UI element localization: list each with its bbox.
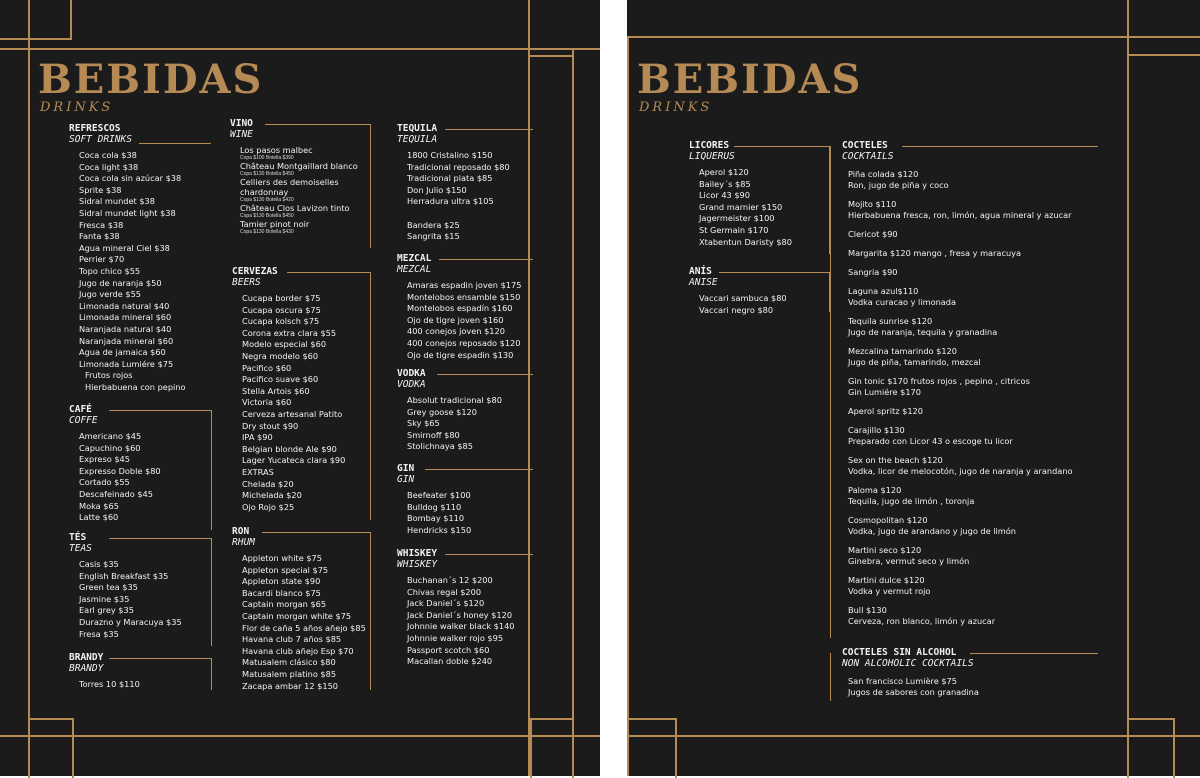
- menu-item: Flor de caña 5 años añejo $85: [242, 622, 366, 633]
- menu-item: Xtabentun Daristy $80: [699, 236, 792, 247]
- menu-item: Expreso $45: [79, 454, 130, 465]
- menu-item: Fresca $38: [79, 219, 124, 230]
- section-subtitle: BEERS: [232, 277, 261, 288]
- menu-item: Naranjada mineral $60: [79, 335, 174, 346]
- section-title: ANÍS: [689, 266, 712, 277]
- menu-item: Chivas regal $200: [407, 586, 482, 597]
- menu-item: Zacapa ambar 12 $150: [242, 680, 338, 691]
- cocktail-description: Vodka y vermut rojo: [848, 586, 931, 596]
- menu-section: [69, 404, 211, 524]
- menu-item: Pacifico suave $60: [242, 374, 319, 385]
- menu-item: Dry stout $90: [242, 420, 299, 431]
- section-rule: [211, 410, 212, 530]
- section-title: RON: [232, 526, 250, 537]
- menu-item: 1800 Cristalino $150: [407, 150, 493, 160]
- section-title: CERVEZAS: [232, 266, 278, 277]
- section-subtitle: RHUM: [232, 537, 255, 548]
- cocktail-item: [848, 605, 1182, 627]
- menu-item: Cucapa oscura $75: [242, 304, 321, 315]
- menu-item: Appleton special $75: [242, 564, 329, 575]
- frame-line: [627, 36, 1200, 38]
- frame-line: [0, 735, 600, 737]
- frame-corner: [0, 0, 72, 40]
- cocktail-name: Martini seco $120: [848, 545, 922, 555]
- section-subtitle: TEQUILA: [397, 134, 438, 145]
- section-rule: [437, 374, 533, 375]
- cocktail-description: Jugo de naranja, tequila y granadina: [848, 327, 998, 337]
- section-subtitle: VODKA: [397, 379, 426, 390]
- cocktail-description: Cerveza, ron blanco, limón y azucar: [848, 616, 996, 626]
- section-rule: [287, 272, 370, 273]
- menu-item: Herradura ultra $105: [407, 196, 494, 207]
- frame-corner: [1127, 718, 1175, 778]
- menu-section: [397, 253, 533, 361]
- menu-item: St Germain $170: [699, 224, 769, 235]
- wine-price-note: Copa $130 Botella $420: [240, 197, 294, 203]
- section-title: TÉS: [69, 532, 87, 543]
- cocktail-name: Mojito $110: [848, 199, 897, 209]
- section-title: COCTELES: [842, 140, 888, 151]
- menu-item: Stella Artois $60: [242, 385, 310, 396]
- menu-item: Havana club añejo Esp $70: [242, 645, 354, 656]
- menu-item: Don Julio $150: [407, 184, 467, 195]
- cocktail-name: Piña colada $120: [848, 169, 919, 179]
- menu-item: Buchanan´s 12 $200: [407, 575, 493, 585]
- menu-item: IPA $90: [242, 432, 273, 443]
- section-subtitle: NON ALCOHOLIC COCKTAILS: [842, 658, 974, 669]
- menu-item: Belgian blonde Ale $90: [242, 443, 337, 454]
- section-rule: [211, 538, 212, 646]
- menu-item: Fanta $38: [79, 231, 120, 242]
- menu-item: Earl grey $35: [79, 605, 134, 616]
- menu-item: Naranjada natural $40: [79, 323, 172, 334]
- menu-section: [689, 140, 829, 248]
- menu-item: Ojo Rojo $25: [242, 501, 295, 512]
- menu-item: Tradicional plata $85: [407, 173, 493, 184]
- menu-section: [232, 526, 370, 692]
- section-rule: [445, 554, 533, 555]
- menu-item: Matusalem platino $85: [242, 668, 337, 679]
- menu-item: Bacardi blanco $75: [242, 587, 321, 598]
- menu-item: Americano $45: [79, 431, 142, 441]
- section-rule: [734, 146, 829, 147]
- section-title: REFRESCOS: [69, 123, 121, 134]
- menu-item: Michelada $20: [242, 490, 302, 501]
- cocktail-name: Paloma $120: [848, 485, 902, 495]
- menu-item: Victoria $60: [242, 397, 292, 408]
- menu-section: [842, 647, 1182, 706]
- section-subtitle: COCKTAILS: [842, 151, 894, 162]
- wine-name: Celliers des demoiselles: [240, 177, 339, 187]
- section-title: VINO: [230, 118, 253, 129]
- wine-price-note: Copa $130 Botella $430: [240, 229, 294, 235]
- cocktail-item: [848, 455, 1182, 477]
- menu-item: Bulldog $110: [407, 501, 462, 512]
- cocktail-item: [848, 376, 1182, 398]
- menu-item: Cucapa kolsch $75: [242, 316, 320, 327]
- cocktail-description: Vodka curacao y limonada: [848, 297, 956, 307]
- cocktail-name: Sex on the beach $120: [848, 455, 943, 465]
- menu-item: Perrier $70: [79, 254, 125, 265]
- cocktail-name: Cosmopolitan $120: [848, 515, 928, 525]
- menu-item: Vaccari sambuca $80: [699, 293, 787, 303]
- menu-item: Bailey´s $85: [699, 178, 751, 189]
- menu-item: Limonada natural $40: [79, 300, 170, 311]
- menu-item: Bombay $110: [407, 513, 465, 524]
- menu-item: Johnnie walker black $140: [407, 621, 515, 632]
- cocktail-item: [848, 515, 1182, 537]
- cocktail-item: [848, 286, 1182, 308]
- section-subtitle: WHISKEY: [397, 559, 438, 570]
- frame-line: [572, 48, 574, 776]
- cocktail-name: Laguna azul$110: [848, 286, 919, 296]
- menu-item: Negra modelo $60: [242, 350, 319, 361]
- wine-name: Tamier pinot noir: [240, 219, 310, 229]
- cocktail-name: Martini dulce $120: [848, 575, 925, 585]
- section-title: TEQUILA: [397, 123, 438, 134]
- cocktail-description: Vodka, jugo de arandano y jugo de limón: [848, 526, 1016, 536]
- cocktail-name: San francisco Lumière $75: [848, 676, 957, 686]
- cocktail-item: [848, 575, 1182, 597]
- section-rule: [439, 259, 533, 260]
- menu-item: Lager Yucateca clara $90: [242, 455, 346, 466]
- section-rule: [370, 532, 371, 690]
- section-subtitle: GIN: [397, 474, 415, 485]
- wine-price-note: Copa $130 Botella $450: [240, 171, 294, 177]
- menu-section: [397, 548, 533, 668]
- cocktail-name: Bull $130: [848, 605, 887, 615]
- section-rule: [109, 538, 211, 539]
- frame-line: [28, 0, 30, 776]
- wine-price-note: Copa $130 Botella $450: [240, 213, 294, 219]
- menu-item: Torres 10 $110: [79, 679, 140, 689]
- section-subtitle: MEZCAL: [397, 264, 432, 275]
- section-rule: [262, 532, 370, 533]
- menu-item: Descafeinado $45: [79, 488, 153, 499]
- menu-item: Captain morgan white $75: [242, 610, 352, 621]
- menu-item: Casis $35: [79, 559, 119, 569]
- frame-corner: [530, 718, 574, 778]
- menu-item: Cerveza artesanal Patito: [242, 408, 343, 419]
- menu-item: Appleton state $90: [242, 576, 321, 587]
- section-rule: [211, 658, 212, 690]
- section-subtitle: LIQUERUS: [689, 151, 735, 162]
- menu-item: Hierbabuena con pepino: [85, 381, 186, 392]
- section-subtitle: ANISE: [689, 277, 718, 288]
- cocktail-description: Hierbabuena fresca, ron, limón, agua mineral y azucar: [848, 210, 1072, 220]
- menu-item: EXTRAS: [242, 466, 274, 477]
- menu-section: [397, 123, 533, 243]
- menu-item: Expresso Doble $80: [79, 465, 161, 476]
- menu-page-right: [627, 0, 1200, 776]
- menu-item: [407, 208, 533, 220]
- menu-item: Montelobos espadín $160: [407, 303, 513, 314]
- menu-section: [397, 463, 533, 536]
- menu-item: Sidral mundet light $38: [79, 207, 176, 218]
- section-title: LICORES: [689, 140, 730, 151]
- frame-line: [627, 36, 629, 776]
- cocktail-name: Aperol spritz $120: [848, 406, 923, 416]
- menu-item: Ojo de tigre espadin $130: [407, 349, 514, 360]
- menu-item: Limonada Lumiére $75: [79, 358, 174, 369]
- section-title: VODKA: [397, 368, 426, 379]
- frame-corner: [528, 0, 574, 57]
- cocktail-item: [848, 406, 1182, 417]
- wine-name: Château Montgaillard blanco: [240, 161, 358, 171]
- section-rule: [830, 653, 831, 701]
- section-subtitle: BRANDY: [69, 663, 104, 674]
- cocktail-name: Gin tonic $170 frutos rojos , pepino , citricos: [848, 376, 1030, 386]
- cocktail-name: Clericot $90: [848, 229, 898, 239]
- menu-item: Capuchino $60: [79, 442, 141, 453]
- section-rule: [425, 469, 533, 470]
- cocktail-name: Mezcalina tamarindo $120: [848, 346, 957, 356]
- cocktail-item: [848, 485, 1182, 507]
- menu-section: [69, 652, 211, 691]
- menu-item: Captain morgan $65: [242, 599, 327, 610]
- menu-item: Jack Daniel´s honey $120: [407, 609, 513, 620]
- menu-item: Grey goose $120: [407, 406, 477, 417]
- wine-name: chardonnay: [240, 187, 289, 197]
- menu-item: Beefeater $100: [407, 490, 471, 500]
- menu-item: Hendricks $150: [407, 524, 472, 535]
- menu-section: [69, 532, 211, 640]
- menu-item: Jugo verde $55: [79, 289, 141, 300]
- menu-section: [397, 368, 533, 453]
- menu-item: Bandera $25: [407, 219, 460, 230]
- section-rule: [902, 146, 1098, 147]
- menu-item: Appleton white $75: [242, 553, 322, 563]
- menu-section: [230, 118, 370, 235]
- page-title: BEBIDAS: [637, 56, 863, 103]
- section-title: BRANDY: [69, 652, 104, 663]
- section-rule: [109, 658, 211, 659]
- menu-item: Agua de jamaica $60: [79, 347, 166, 358]
- cocktail-item: [848, 425, 1182, 447]
- menu-item: Johnnie walker rojo $95: [407, 632, 504, 643]
- section-rule: [109, 410, 211, 411]
- wine-name: Château Clos Lavizon tinto: [240, 203, 350, 213]
- section-title: MEZCAL: [397, 253, 432, 264]
- menu-item: Coca cola $38: [79, 150, 137, 160]
- cocktail-name: Margarita $120 mango , fresa y maracuya: [848, 248, 1021, 258]
- section-title: COCTELES SIN ALCOHOL: [842, 647, 957, 658]
- menu-item: Montelobos ensamble $150: [407, 291, 521, 302]
- section-rule: [139, 143, 211, 144]
- menu-item: 400 conejos joven $120: [407, 326, 505, 337]
- cocktail-item: [848, 545, 1182, 567]
- menu-section: [69, 123, 211, 393]
- menu-item: Macallan doble $240: [407, 656, 493, 667]
- cocktail-description: Preparado con Licor 43 o escoge tu licor: [848, 436, 1013, 446]
- section-title: WHISKEY: [397, 548, 438, 559]
- menu-item: Green tea $35: [79, 582, 138, 593]
- menu-item: Coca cola sin azúcar $38: [79, 173, 182, 184]
- menu-item: Havana club 7 años $85: [242, 634, 342, 645]
- section-rule: [970, 653, 1098, 654]
- frame-corner: [1127, 0, 1200, 56]
- menu-item: Cortado $55: [79, 477, 130, 488]
- cocktail-description: Jugo de piña, tamarindo, mezcal: [848, 357, 981, 367]
- cocktail-description: Jugos de sabores con granadina: [848, 687, 979, 697]
- section-subtitle: TEAS: [69, 543, 92, 554]
- menu-item: Smirnoff $80: [407, 429, 460, 440]
- menu-item: Agua mineral Ciel $38: [79, 242, 170, 253]
- cocktail-name: Sangria $90: [848, 267, 898, 277]
- menu-item: Corona extra clara $55: [242, 327, 337, 338]
- section-subtitle: WINE: [230, 129, 253, 140]
- menu-item: Jagermeister $100: [699, 213, 775, 224]
- cocktail-name: Tequila sunrise $120: [848, 316, 933, 326]
- cocktail-item: [848, 229, 1182, 240]
- section-title: GIN: [397, 463, 415, 474]
- menu-item: Matusalem clásico $80: [242, 657, 336, 668]
- menu-item: Jasmine $35: [79, 593, 130, 604]
- menu-item: Sky $65: [407, 418, 440, 429]
- menu-item: Topo chico $55: [79, 265, 141, 276]
- cocktail-item: [848, 169, 1182, 191]
- menu-section: [689, 266, 829, 316]
- menu-item: Amaras espadin joven $175: [407, 280, 522, 290]
- cocktail-item: [848, 199, 1182, 221]
- cocktail-item: [848, 316, 1182, 338]
- menu-item: Jugo de naranja $50: [79, 277, 162, 288]
- menu-item: Sprite $38: [79, 184, 122, 195]
- cocktail-item: [848, 676, 1182, 698]
- section-rule: [719, 272, 829, 273]
- menu-item: Tradicional reposado $80: [407, 161, 510, 172]
- section-subtitle: SOFT DRINKS: [69, 134, 132, 145]
- section-subtitle: COFFE: [69, 415, 98, 426]
- section-rule: [445, 129, 533, 130]
- menu-item: Vaccari negro $80: [699, 304, 774, 315]
- menu-item: Limonada mineral $60: [79, 312, 172, 323]
- menu-item: Moka $65: [79, 500, 119, 511]
- menu-item: Pacifico $60: [242, 362, 292, 373]
- section-title: CAFÉ: [69, 404, 92, 415]
- cocktail-item: [848, 248, 1182, 259]
- menu-page-left: [0, 0, 600, 776]
- cocktail-description: Ron, jugo de piña y coco: [848, 180, 949, 190]
- menu-item: Latte $60: [79, 512, 119, 523]
- cocktail-description: Vodka, licor de melocotón, jugo de naranja y arandano: [848, 466, 1073, 476]
- menu-item: 400 conejos reposado $120: [407, 337, 521, 348]
- frame-line: [0, 48, 600, 50]
- menu-section: [232, 266, 370, 513]
- menu-item: Chelada $20: [242, 478, 294, 489]
- menu-item: Fresa $35: [79, 628, 119, 639]
- menu-item: Absolut tradicional $80: [407, 395, 502, 405]
- page-subtitle: DRINKS: [639, 100, 713, 115]
- menu-item: Aperol $120: [699, 167, 749, 177]
- page-subtitle: DRINKS: [40, 100, 114, 115]
- frame-corner: [627, 718, 677, 778]
- cocktail-description: Tequila, jugo de limón , toronja: [848, 496, 975, 506]
- menu-section: [842, 140, 1182, 635]
- wine-name: Los pasos malbec: [240, 145, 313, 155]
- frame-corner: [28, 718, 74, 778]
- page-title: BEBIDAS: [38, 56, 264, 103]
- cocktail-description: Ginebra, vermut seco y limón: [848, 556, 970, 566]
- menu-item: English Breakfast $35: [79, 570, 169, 581]
- menu-item: Grand marnier $150: [699, 201, 783, 212]
- menu-item: Jack Daniel´s $120: [407, 598, 485, 609]
- cocktail-name: Carajillo $130: [848, 425, 905, 435]
- menu-item: Modelo especial $60: [242, 339, 327, 350]
- menu-item: Stolichnaya $85: [407, 441, 473, 452]
- section-rule: [830, 146, 831, 638]
- menu-item: Licor 43 $90: [699, 190, 750, 201]
- menu-item: Durazno y Maracuya $35: [79, 616, 182, 627]
- menu-item: Coca light $38: [79, 161, 139, 172]
- section-rule: [265, 124, 370, 125]
- menu-item: Ojo de tigre joven $160: [407, 314, 504, 325]
- menu-item: Passport scotch $60: [407, 644, 490, 655]
- cocktail-item: [848, 346, 1182, 368]
- menu-item: Sangrita $15: [407, 231, 460, 242]
- menu-item: Sidral mundet $38: [79, 196, 155, 207]
- frame-line: [627, 735, 1200, 737]
- menu-item: Frutos rojos: [85, 370, 133, 381]
- menu-item: Cucapa border $75: [242, 293, 321, 303]
- section-rule: [370, 272, 371, 520]
- cocktail-description: Gin Lumiére $170: [848, 387, 921, 397]
- wine-price-note: Copa $100 Botella $390: [240, 155, 294, 161]
- cocktail-item: [848, 267, 1182, 278]
- section-rule: [370, 124, 371, 248]
